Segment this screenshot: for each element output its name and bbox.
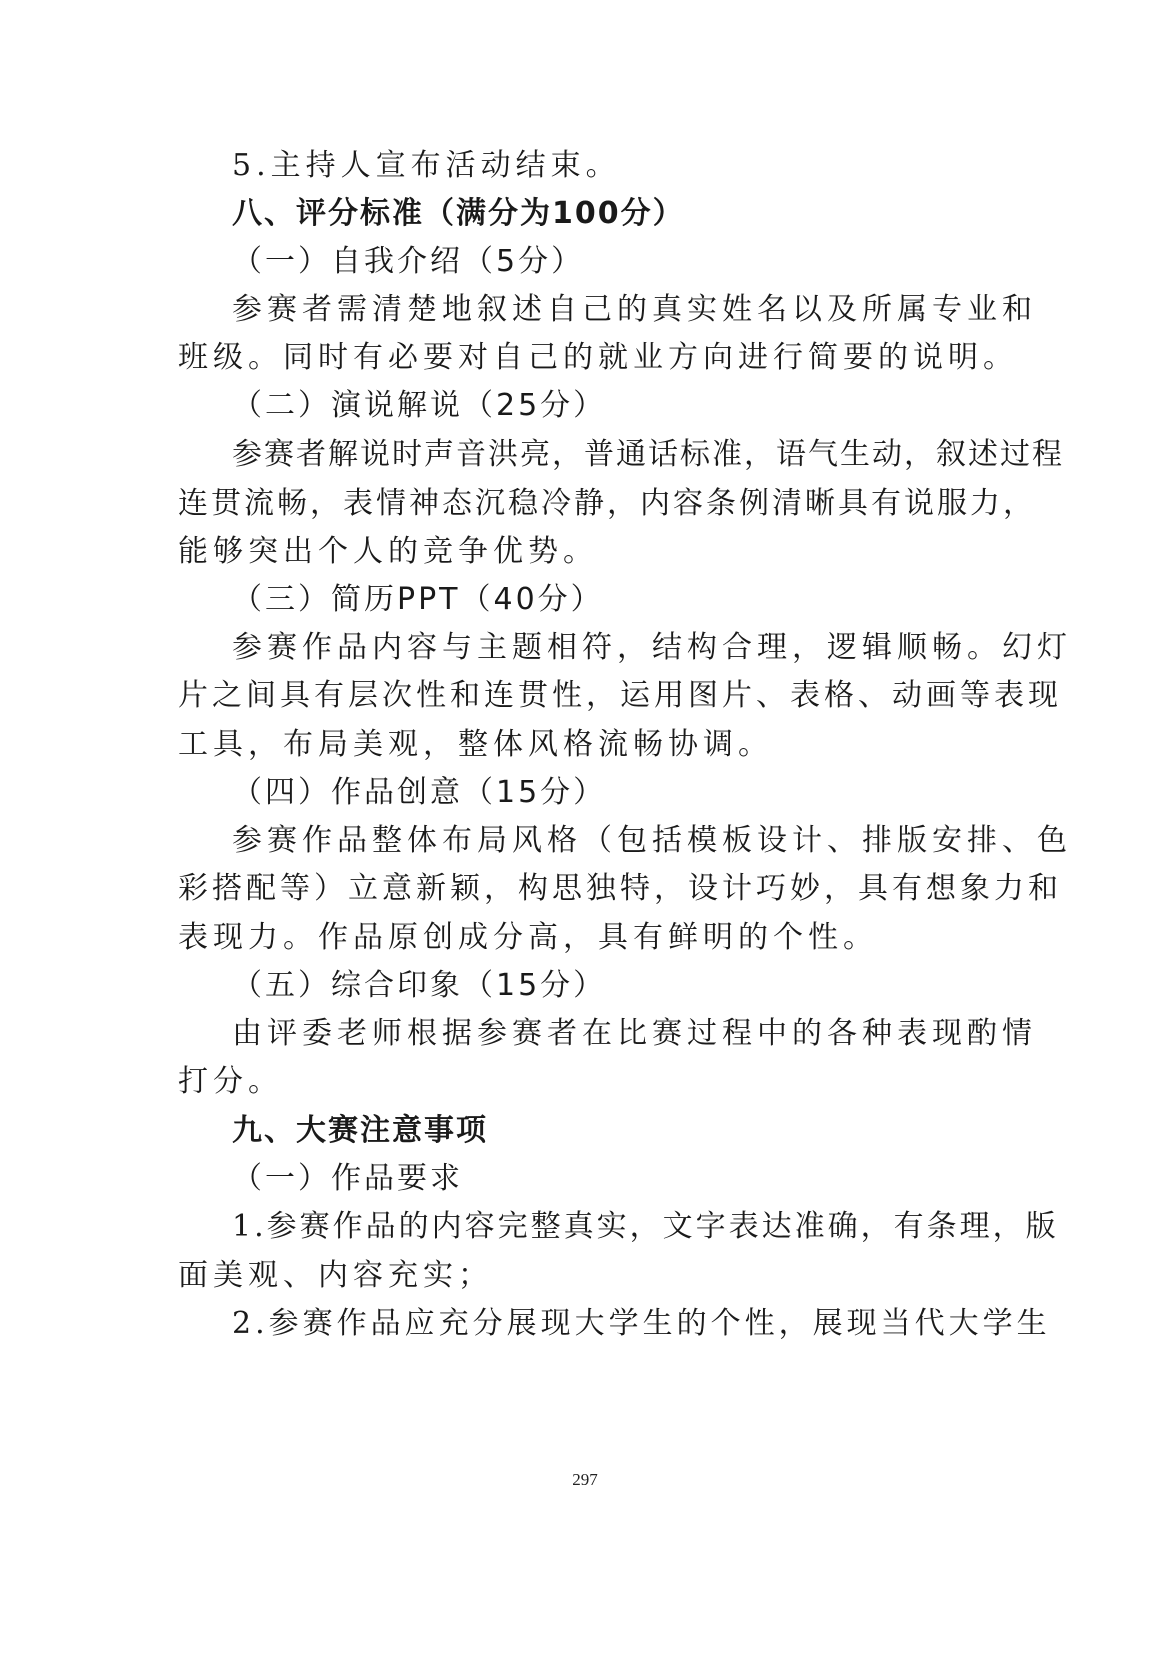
paragraph-line: 1.参赛作品的内容完整真实，文字表达准确，有条理，版 <box>232 1209 1059 1244</box>
criterion-1-heading: （一）自我介绍（5分） <box>232 244 585 279</box>
paragraph-line: 参赛者需清楚地叙述自己的真实姓名以及所属专业和 <box>232 292 1037 327</box>
paragraph-line: 能够突出个人的竞争优势。 <box>178 534 598 569</box>
paragraph-line: 连贯流畅，表情神态沉稳冷静，内容条例清晰具有说服力， <box>178 486 1036 521</box>
section-9-heading: 九、大赛注意事项 <box>232 1113 488 1148</box>
criterion-3-heading: （三）简历PPT（40分） <box>232 582 604 617</box>
paragraph-line: 由评委老师根据参赛者在比赛过程中的各种表现酌情 <box>232 1016 1037 1051</box>
paragraph-line: 表现力。作品原创成分高，具有鲜明的个性。 <box>178 920 878 955</box>
step-5-text: 5.主持人宣布活动结束。 <box>232 148 621 183</box>
paragraph-line: 彩搭配等）立意新颖，构思独特，设计巧妙，具有想象力和 <box>178 871 1062 906</box>
section-8-heading: 八、评分标准（满分为100分） <box>232 196 685 231</box>
criterion-5-heading: （五）综合印象（15分） <box>232 968 607 1003</box>
criterion-2-heading: （二）演说解说（25分） <box>232 388 607 423</box>
paragraph-line: 打分。 <box>178 1064 283 1099</box>
criterion-4-heading: （四）作品创意（15分） <box>232 775 607 810</box>
paragraph-line: 片之间具有层次性和连贯性，运用图片、表格、动画等表现 <box>178 678 1062 713</box>
paragraph-line: 参赛作品整体布局风格（包括模板设计、排版安排、色 <box>232 823 1072 858</box>
paragraph-line: 工具，布局美观，整体风格流畅协调。 <box>178 727 773 762</box>
paragraph-line: 班级。同时有必要对自己的就业方向进行简要的说明。 <box>178 340 1018 375</box>
paragraph-line: 2.参赛作品应充分展现大学生的个性，展现当代大学生 <box>232 1306 1051 1341</box>
paragraph-line: 参赛者解说时声音洪亮，普通话标准，语气生动，叙述过程 <box>232 437 1064 472</box>
requirement-1-heading: （一）作品要求 <box>232 1161 463 1196</box>
paragraph-line: 参赛作品内容与主题相符，结构合理，逻辑顺畅。幻灯 <box>232 630 1072 665</box>
page-number: 297 <box>572 1470 598 1489</box>
paragraph-line: 面美观、内容充实； <box>178 1258 493 1293</box>
